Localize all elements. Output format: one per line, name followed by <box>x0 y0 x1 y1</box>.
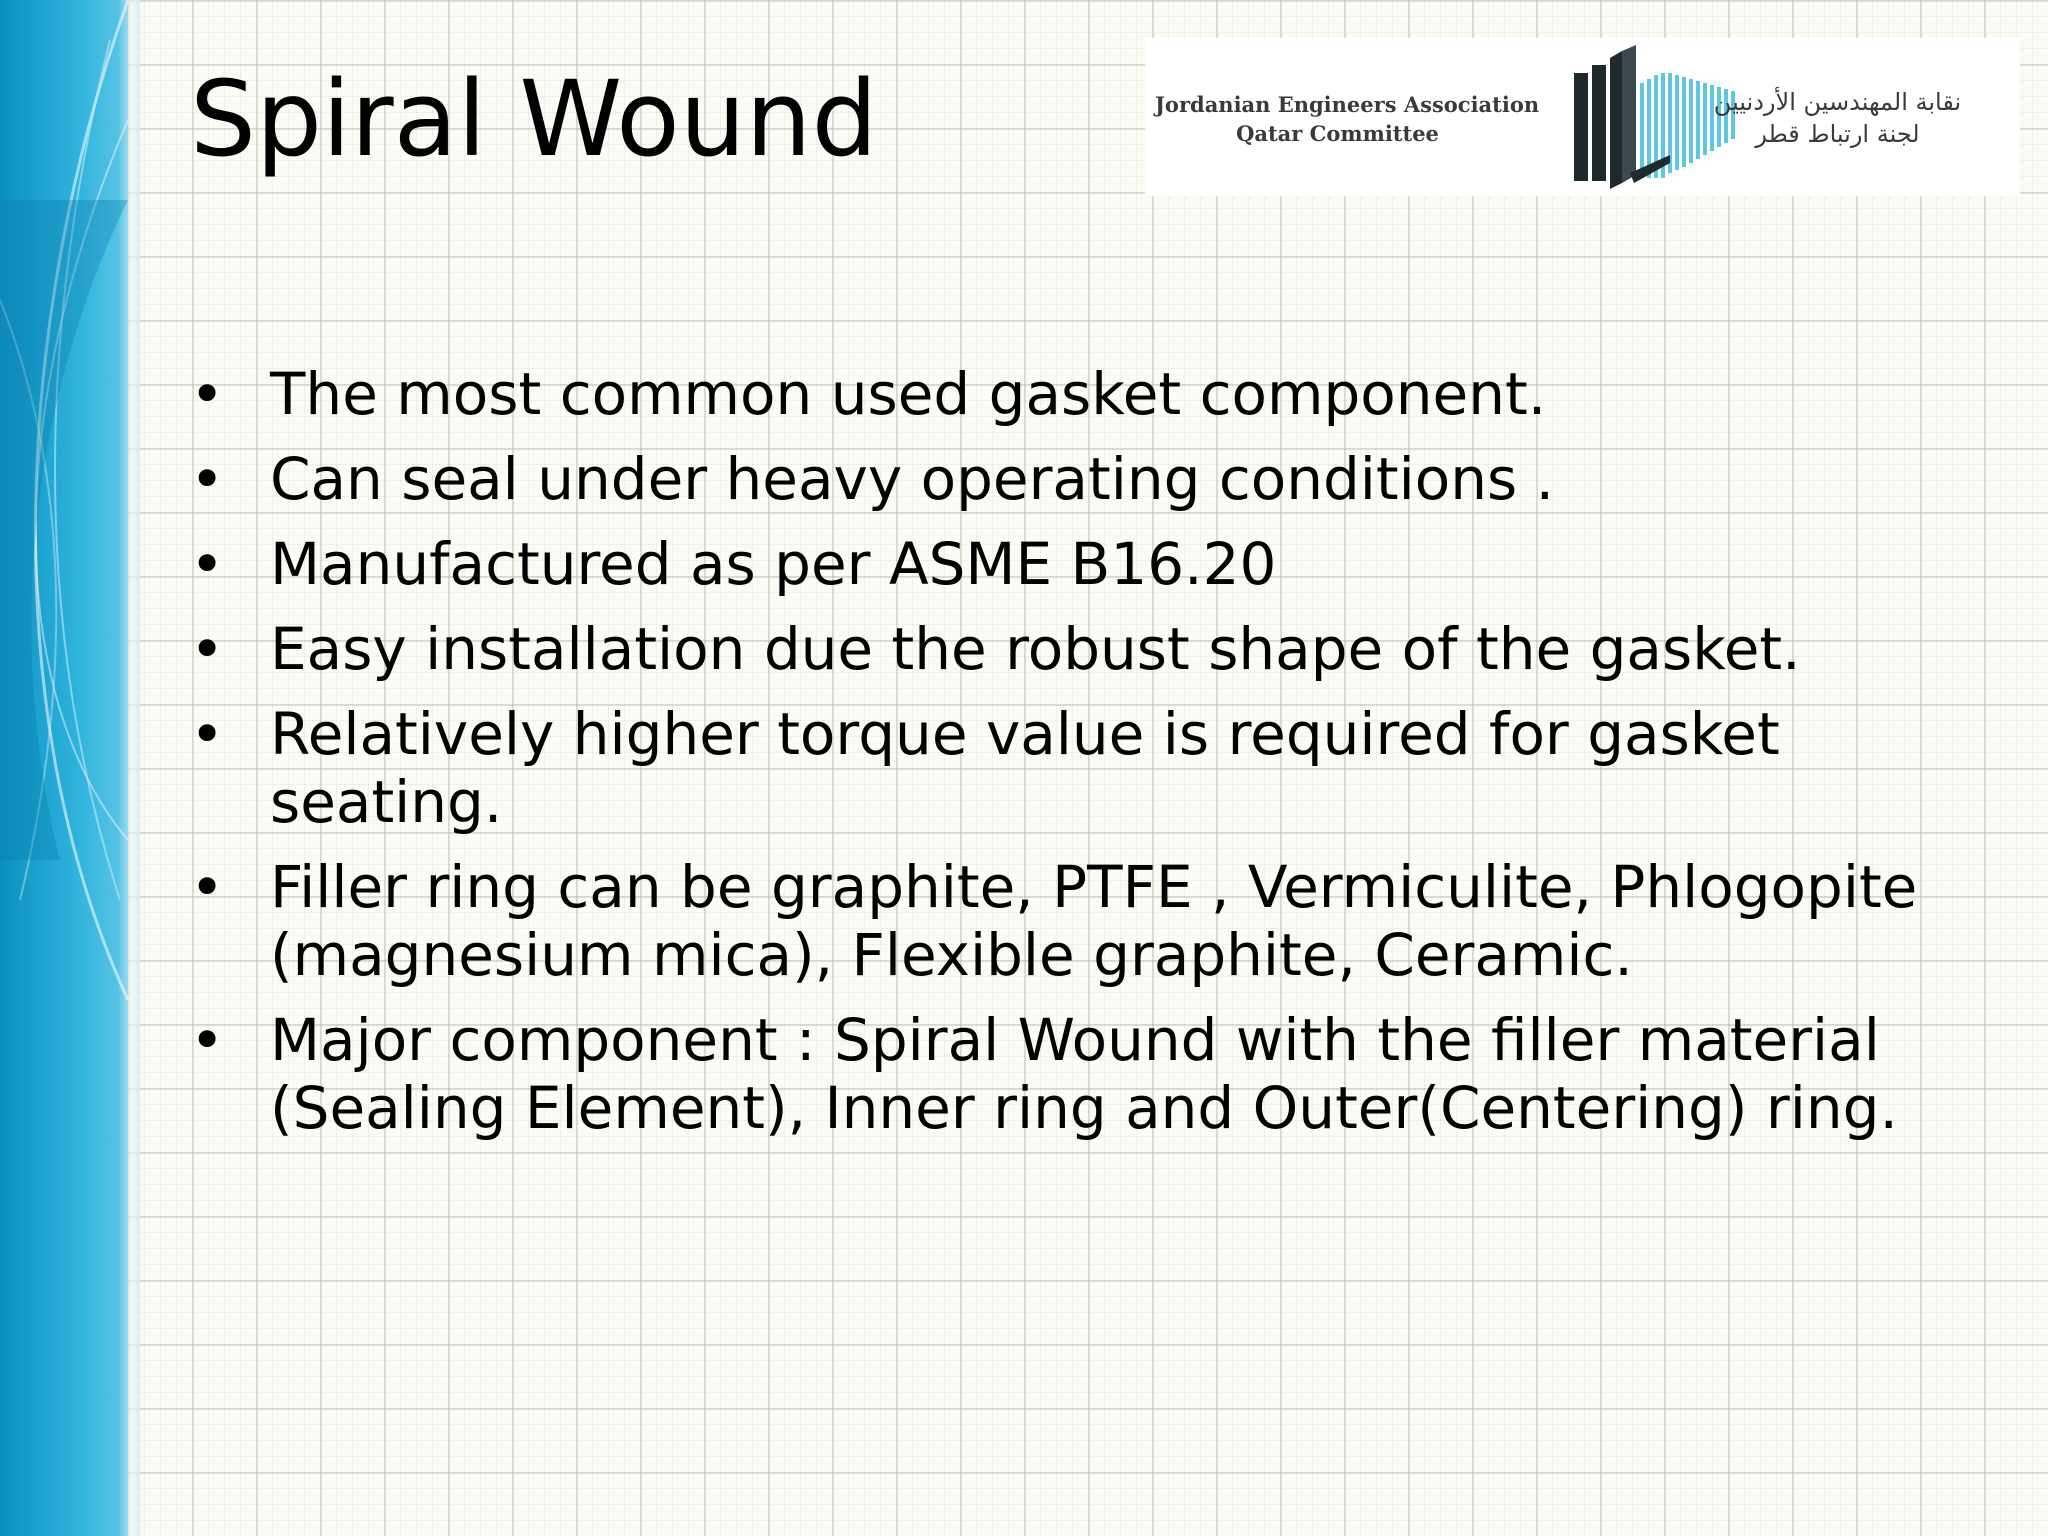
bullet-text: Major component : Spiral Wound with the filler material (Sealing Element), Inner ring and Outer(Centering) ring. <box>270 1006 1898 1142</box>
bullet-marker: • <box>190 853 225 921</box>
logo-arabic-line2: لجنة ارتباط قطر <box>1755 120 1920 149</box>
bullet-item <box>190 530 1990 598</box>
bullet-marker: • <box>190 700 225 768</box>
bullet-item <box>190 360 1990 428</box>
bullet-item <box>190 1006 1990 1142</box>
bullet-item <box>190 615 1990 683</box>
bullet-marker: • <box>190 530 225 598</box>
bullet-text: The most common used gasket component. <box>270 360 1547 428</box>
bullet-marker: • <box>190 1006 225 1074</box>
bullet-item <box>190 700 1990 836</box>
logo-arabic-text <box>1665 86 2010 151</box>
bullet-text: Easy installation due the robust shape of the gasket. <box>270 615 1801 683</box>
slide-title: Spiral Wound <box>190 58 878 180</box>
logo-english-line2: Qatar Committee <box>1236 121 1439 147</box>
logo-arabic-line1: نقابة المهندسين الأردنيين <box>1713 88 1962 116</box>
bullet-item <box>190 853 1990 989</box>
bullet-text: Filler ring can be graphite, PTFE , Vermiculite, Phlogopite (magnesium mica), Flexible graphite, Ceramic. <box>270 853 1918 989</box>
decorative-left-band <box>0 0 140 1536</box>
bullet-marker: • <box>190 615 225 683</box>
bullet-text: Relatively higher torque value is required for gasket seating. <box>270 700 1780 836</box>
bullet-text: Can seal under heavy operating conditions . <box>270 445 1555 513</box>
bullet-marker: • <box>190 360 225 428</box>
bullet-text: Manufactured as per ASME B16.20 <box>270 530 1277 598</box>
bullet-list <box>190 360 1990 1159</box>
logo-english-line1: Jordanian Engineers Association <box>1155 92 1540 117</box>
bullet-item <box>190 445 1990 513</box>
bullet-marker: • <box>190 445 225 513</box>
logo-english-text <box>1155 90 1540 149</box>
jea-logo <box>1145 38 2020 196</box>
